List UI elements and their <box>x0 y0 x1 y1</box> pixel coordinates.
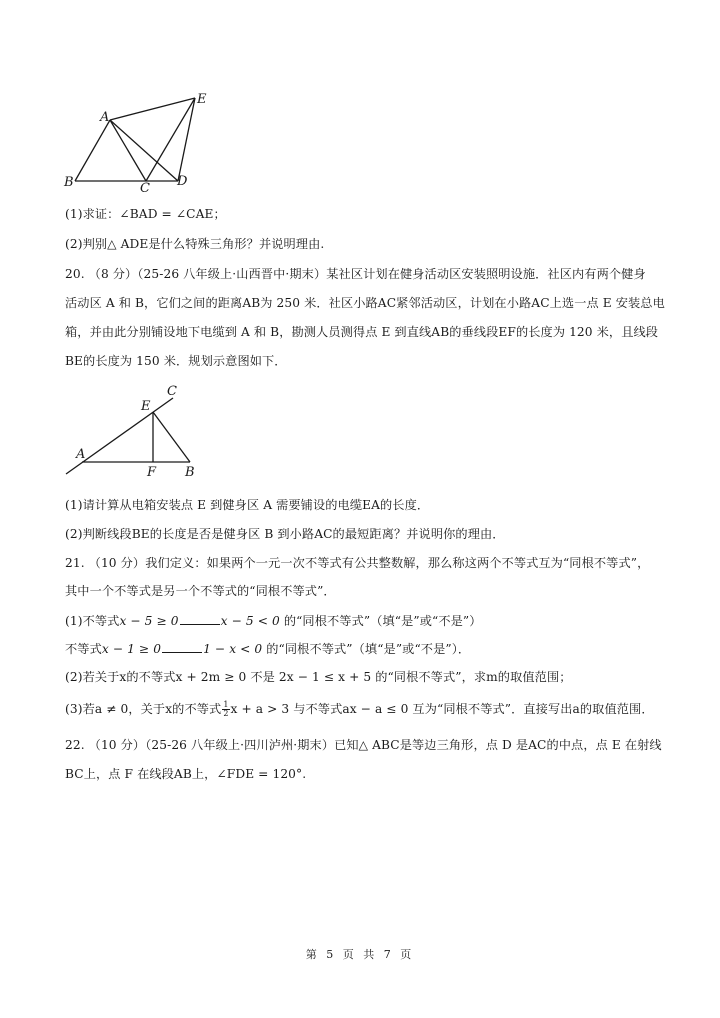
q21-part2: (2)若关于x的不等式x + 2m ≥ 0 不是 2x − 1 ≤ x + 5 的“同根不等式”，求m的取值范围； <box>65 670 572 684</box>
segment-eb <box>153 412 190 462</box>
q20-part1: (1)请计算从电箱安装点 E 到健身区 A 需要铺设的电缆EA的长度． <box>65 498 430 512</box>
q21-part1a-expr2: x − 5 < 0 <box>220 614 280 628</box>
segment-ad <box>110 120 178 181</box>
label-c: C <box>140 181 150 196</box>
q21-part1b-expr2: 1 − x < 0 <box>203 642 263 656</box>
q21-line1: 21. （10 分）我们定义：如果两个一元一次不等式有公共整数解，那么称这两个不等式互为“同根不等式”， <box>65 556 650 570</box>
q20-line2: 活动区 A 和 B，它们之间的距离AB为 250 米．社区小路AC紧邻活动区，计划在小路AC上选一点 E 安装总电 <box>65 296 665 310</box>
q20-part2: (2)判断线段BE的长度是否是健身区 B 到小路AC的最短距离？并说明你的理由． <box>65 527 505 541</box>
label-b: B <box>185 465 195 480</box>
label-a: A <box>100 110 110 125</box>
segment-ab <box>75 120 110 181</box>
fraction-numerator: 1 <box>223 700 229 709</box>
label-e: E <box>141 399 151 414</box>
label-d: D <box>177 174 188 189</box>
q21-part1a-expr1: x − 5 ≥ 0 <box>119 614 179 628</box>
q21-part1a-suffix: 的“同根不等式”（填“是”或“不是”） <box>279 614 482 628</box>
q20-line3: 箱，并由此分别铺设地下电缆到 A 和 B，勘测人员测得点 E 到直线AB的垂线段EF的长度为 120 米，且线段 <box>65 325 659 339</box>
segment-de <box>178 98 195 181</box>
q21-part1a-prefix: (1)不等式 <box>65 614 120 628</box>
figure-triangle-ade <box>60 88 220 196</box>
segment-ac <box>110 120 146 181</box>
segment-ae <box>110 98 195 120</box>
label-b: B <box>64 175 74 190</box>
answer-blank-2[interactable] <box>162 640 202 653</box>
segment-ce <box>146 98 195 181</box>
label-f: F <box>147 465 157 480</box>
q22-line1: 22. （10 分）（25-26 八年级上·四川泸州·期末）已知△ ABC是等边三角形，点 D 是AC的中点，点 E 在射线 <box>65 738 662 752</box>
q21-part1b-prefix: 不等式 <box>65 642 102 656</box>
q21-part3-prefix: (3)若a ≠ 0，关于x的不等式 <box>65 702 222 716</box>
q21-part1b-expr1: x − 1 ≥ 0 <box>101 642 162 656</box>
q21-part1b-suffix: 的“同根不等式”（填“是”或“不是”）． <box>262 642 471 656</box>
fraction-denominator: 2 <box>223 709 229 718</box>
q21-part1a <box>65 612 482 629</box>
q21-part3 <box>65 701 654 718</box>
label-a: A <box>76 447 86 462</box>
fraction-one-half <box>222 701 229 718</box>
q20-line1: 20. （8 分）（25-26 八年级上·山西晋中·期末）某社区计划在健身活动区安装照明设施．社区内有两个健身 <box>65 267 646 281</box>
q22-line2: BC上，点 F 在线段AB上，∠FDE = 120°. <box>65 767 307 781</box>
q20-line4: BE的长度为 150 米．规划示意图如下． <box>65 354 287 368</box>
q21-line2: 其中一个不等式是另一个不等式的“同根不等式”． <box>65 584 336 598</box>
q21-part1b <box>65 640 470 657</box>
q19-part2: (2)判别△ ADE是什么特殊三角形？并说明理由. <box>65 237 325 251</box>
q19-part1: (1)求证：∠BAD = ∠CAE； <box>65 207 226 221</box>
label-c: C <box>167 384 177 399</box>
figure-cable-plan <box>60 380 210 480</box>
answer-blank-1[interactable] <box>180 612 220 625</box>
page-footer: 第 5 页 共 7 页 <box>305 948 415 961</box>
label-e: E <box>197 92 207 107</box>
q21-part3-suffix: x + a > 3 与不等式ax − a ≤ 0 互为“同根不等式”．直接写出a的取值范围． <box>230 702 654 716</box>
